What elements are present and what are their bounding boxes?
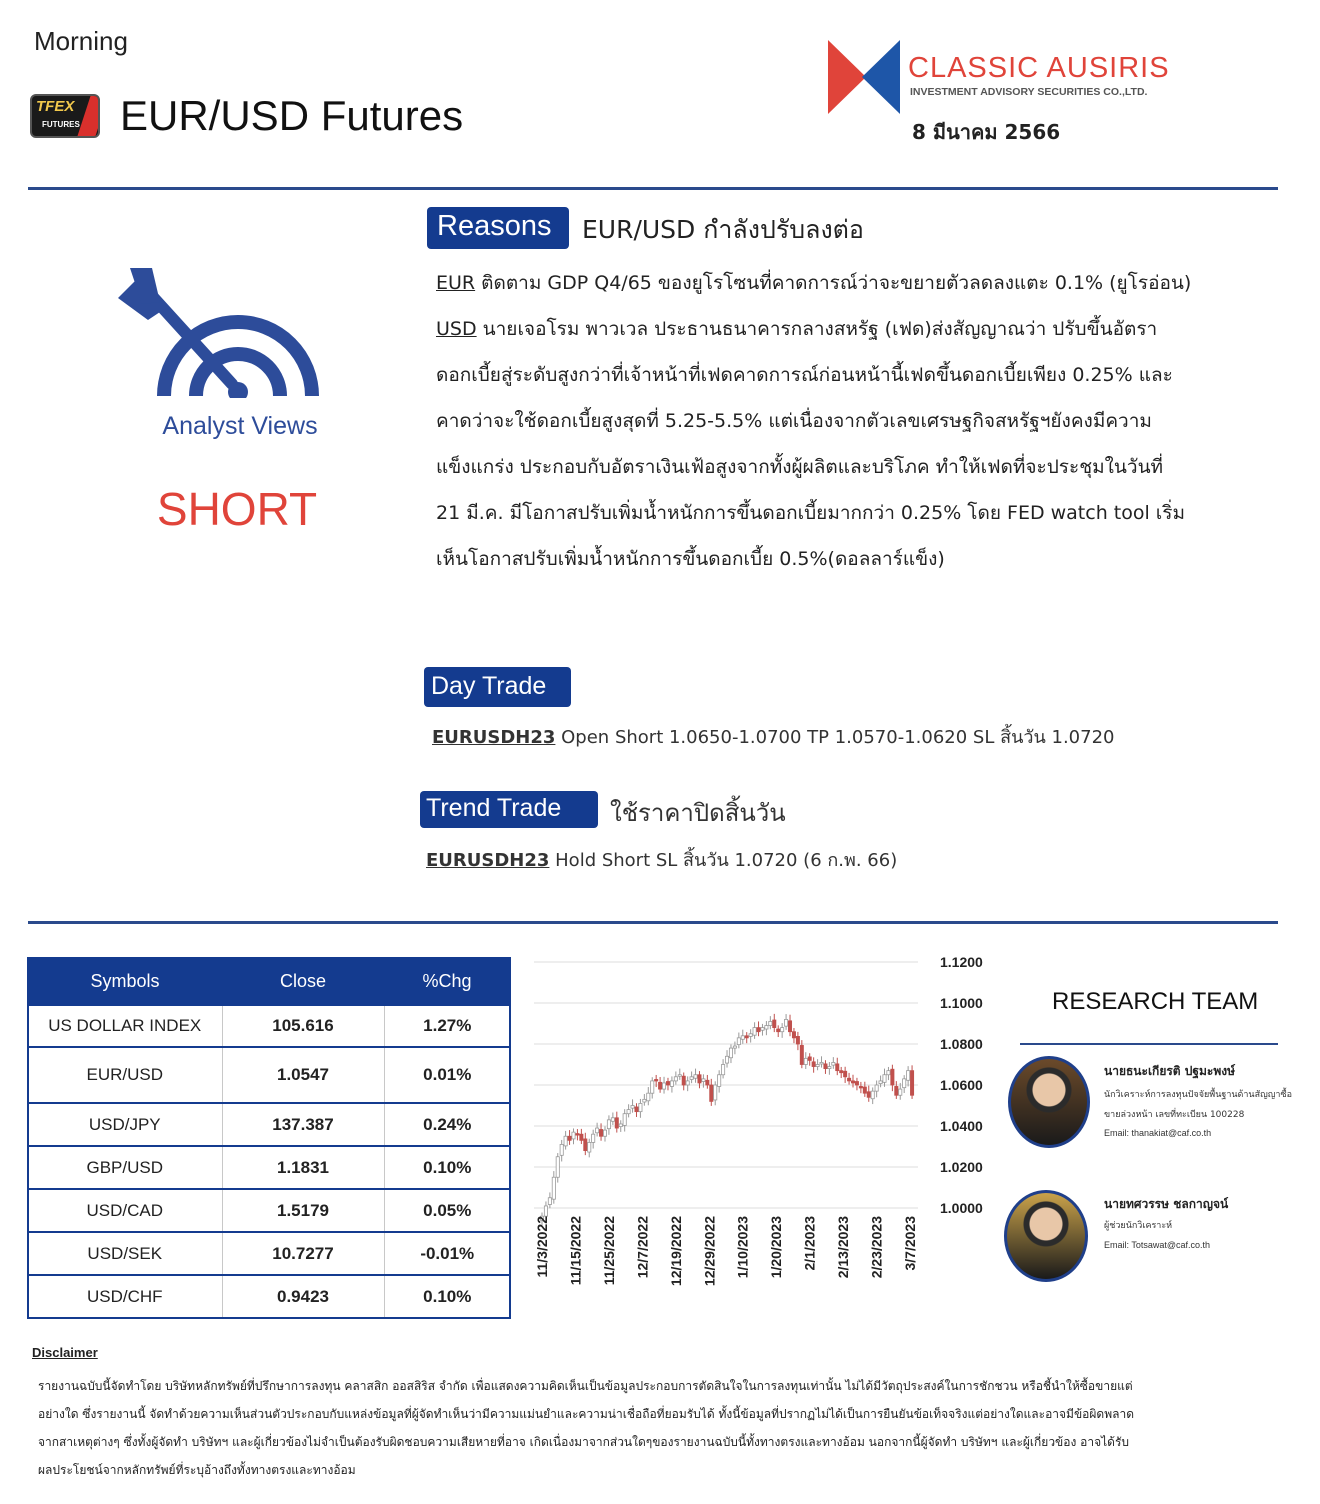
cell-symbol: GBP/USD bbox=[28, 1146, 222, 1189]
column-header-symbols: Symbols bbox=[28, 958, 222, 1005]
candle-body bbox=[623, 1114, 626, 1126]
y-tick-label: 1.1000 bbox=[940, 995, 983, 1011]
candle-body bbox=[568, 1136, 571, 1140]
candle-body bbox=[592, 1134, 595, 1142]
candle-body bbox=[816, 1065, 819, 1067]
candle-body bbox=[619, 1124, 622, 1127]
table-row bbox=[28, 1047, 510, 1103]
candle-body bbox=[721, 1065, 724, 1075]
reason-line: เห็นโอกาสปรับเพิ่มน้ำหนักการขึ้นดอกเบี้ย 0.5%(ดอลลาร์แข็ง) bbox=[436, 548, 945, 570]
candle-body bbox=[761, 1028, 764, 1031]
company-subtitle: INVESTMENT ADVISORY SECURITIES CO.,LTD. bbox=[910, 86, 1148, 98]
candle-body bbox=[635, 1107, 638, 1112]
day-trade-text: Open Short 1.0650-1.0700 TP 1.0570-1.0620 SL สิ้นวัน 1.0720 bbox=[555, 727, 1115, 748]
candle-body bbox=[784, 1019, 787, 1026]
cell-change: 0.05% bbox=[384, 1189, 510, 1232]
cell-symbol: US DOLLAR INDEX bbox=[28, 1005, 222, 1047]
cell-change: 0.24% bbox=[384, 1103, 510, 1146]
disclaimer-line: อย่างใด ซึ่งรายงานนี้ จัดทำด้วยความเห็นส่วนตัวประกอบกับแหล่งข้อมูลที่ผู้จัดทำเห็นว่ามีความแม่นยำและความน่าเชื่อถือที่ยอมรับได้ ทั้งนี้ข้อมูลที่ปรากฏไม่ได้เป็นการยืนยันข้อเท็จจริงแต่อย่างใดและอาจมีข้อผิดพลาด bbox=[38, 1407, 1134, 1421]
candle-body bbox=[863, 1087, 866, 1093]
candle-body bbox=[702, 1079, 705, 1082]
reason-usd-key: USD bbox=[436, 318, 477, 340]
column-header-chg: %Chg bbox=[384, 958, 510, 1005]
candle-body bbox=[879, 1081, 882, 1084]
table-row bbox=[28, 1275, 510, 1318]
avatar bbox=[1008, 1056, 1090, 1148]
x-tick-label: 3/7/2023 bbox=[902, 1216, 918, 1271]
candle-body bbox=[820, 1062, 823, 1064]
candle-body bbox=[788, 1021, 791, 1032]
trend-trade-text: Hold Short SL สิ้นวัน 1.0720 (6 ก.พ. 66) bbox=[549, 850, 898, 871]
candle-body bbox=[544, 1206, 547, 1216]
table-row bbox=[28, 1232, 510, 1275]
candle-body bbox=[666, 1082, 669, 1085]
candle-body bbox=[647, 1093, 650, 1101]
day-trade-symbol: EURUSDH23 bbox=[432, 727, 556, 748]
candle-body bbox=[556, 1157, 559, 1178]
candle-body bbox=[910, 1071, 913, 1096]
candle-body bbox=[832, 1062, 835, 1065]
candle-body bbox=[698, 1075, 701, 1083]
morning-label: Morning bbox=[34, 26, 128, 56]
company-logo-mark bbox=[828, 40, 900, 114]
member-role: นักวิเคราะห์การลงทุนปัจจัยพื้นฐานด้านสัญญาซื้อ bbox=[1104, 1090, 1292, 1100]
research-team-title: RESEARCH TEAM bbox=[1052, 988, 1259, 1015]
candle-body bbox=[659, 1082, 662, 1089]
y-tick-label: 1.0000 bbox=[940, 1200, 983, 1216]
candle-body bbox=[895, 1086, 898, 1095]
reason-usd bbox=[436, 306, 1308, 352]
candle-body bbox=[607, 1120, 610, 1129]
table-row bbox=[28, 1189, 510, 1232]
disclaimer-line: จากสาเหตุต่างๆ ซึ่งทั้งผู้จัดทำ บริษัทฯ และผู้เกี่ยวข้องไม่จำเป็นต้องรับผิดชอบความเสียหายที่อาจ เกิดเนื่องมาจากส่วนใดๆของรายงานฉบับนี้ทั้งทางตรงและทางอ้อม นอกจากนี้ผู้จัดทำ บริษัทฯ และผู้เกี่ยวข้อง อาจได้รับ bbox=[38, 1435, 1130, 1449]
trend-trade-badge-label: Trend Trade bbox=[426, 794, 562, 822]
candle-body bbox=[564, 1136, 567, 1146]
x-tick-label: 12/29/2022 bbox=[701, 1216, 718, 1287]
table-row bbox=[28, 1103, 510, 1146]
cell-change: -0.01% bbox=[384, 1232, 510, 1275]
member-email: Email: Totsawat@caf.co.th bbox=[1104, 1240, 1211, 1250]
cell-close: 105.616 bbox=[222, 1005, 384, 1047]
candle-body bbox=[615, 1118, 618, 1128]
candle-body bbox=[627, 1110, 630, 1114]
candle-body bbox=[599, 1129, 602, 1136]
candle-body bbox=[588, 1142, 591, 1152]
trend-trade-symbol: EURUSDH23 bbox=[426, 850, 550, 871]
cell-symbol: USD/JPY bbox=[28, 1103, 222, 1146]
candle-body bbox=[714, 1085, 717, 1100]
report-date: 8 มีนาคม 2566 bbox=[912, 120, 1061, 144]
member-role-detail: ขายล่วงหน้า เลขที่ทะเบียน 100228 bbox=[1104, 1110, 1245, 1120]
cell-change: 1.27% bbox=[384, 1005, 510, 1047]
candle-body bbox=[859, 1086, 862, 1088]
candle-body bbox=[678, 1075, 681, 1077]
cell-symbol: USD/CAD bbox=[28, 1189, 222, 1232]
candle-body bbox=[572, 1132, 575, 1139]
candle-body bbox=[631, 1106, 634, 1109]
candle-body bbox=[655, 1079, 658, 1081]
candle-body bbox=[844, 1071, 847, 1077]
trend-trade-note: ใช้ราคาปิดสิ้นวัน bbox=[610, 799, 786, 827]
reason-line: 21 มี.ค. มีโอกาสปรับเพิ่มน้ำหนักการขึ้นดอกเบี้ยมากกว่า 0.25% โดย FED watch tool เริ่ม bbox=[436, 502, 1186, 524]
y-tick-label: 1.0200 bbox=[940, 1159, 983, 1175]
reason-line: ดอกเบี้ยสู่ระดับสูงกว่าที่เจ้าหน้าที่เฟดคาดการณ์ก่อนหน้านี้เฟดขึ้นดอกเบี้ยเพียง 0.25% และ bbox=[436, 364, 1173, 386]
cell-change: 0.10% bbox=[384, 1146, 510, 1189]
candle-body bbox=[757, 1028, 760, 1032]
page-title: EUR/USD Futures bbox=[120, 92, 464, 139]
header-divider bbox=[28, 187, 1278, 190]
tfex-logo bbox=[30, 94, 100, 138]
x-tick-label: 2/13/2023 bbox=[835, 1216, 852, 1279]
candle-body bbox=[812, 1062, 815, 1067]
reasons-badge-label: Reasons bbox=[437, 210, 552, 242]
research-team-divider bbox=[1020, 1043, 1278, 1045]
table-row bbox=[28, 1005, 510, 1047]
disclaimer-body bbox=[38, 1372, 1278, 1484]
analyst-views-label: Analyst Views bbox=[162, 412, 318, 440]
candle-body bbox=[749, 1034, 752, 1037]
reason-line: คาดว่าจะใช้ดอกเบี้ยสูงสุดที่ 5.25-5.5% แต่เนื่องจากตัวเลขเศรษฐกิจสหรัฐฯยังคงมีความ bbox=[436, 410, 1152, 432]
candle-body bbox=[580, 1134, 583, 1140]
cell-symbol: EUR/USD bbox=[28, 1047, 222, 1103]
reason-eur-key: EUR bbox=[436, 272, 476, 294]
market-table bbox=[28, 958, 510, 1318]
cell-close: 1.1831 bbox=[222, 1146, 384, 1189]
reason-eur bbox=[436, 260, 1308, 306]
tfex-logo-mark bbox=[77, 94, 100, 138]
x-tick-label: 11/15/2022 bbox=[567, 1216, 584, 1286]
cell-symbol: USD/SEK bbox=[28, 1232, 222, 1275]
candle-body bbox=[643, 1099, 646, 1102]
day-trade-line bbox=[432, 722, 1115, 751]
candle-body bbox=[836, 1064, 839, 1071]
column-header-close: Close bbox=[222, 958, 384, 1005]
candle-body bbox=[773, 1020, 776, 1028]
y-tick-label: 1.0800 bbox=[940, 1036, 983, 1052]
candle-body bbox=[552, 1177, 555, 1199]
candle-body bbox=[706, 1080, 709, 1085]
price-chart bbox=[520, 946, 1000, 1316]
reason-usd-text: นายเจอโรม พาวเวล ประธานธนาคารกลางสหรัฐ (เฟด)ส่งสัญญาณว่า ปรับขึ้นอัตรา bbox=[476, 318, 1158, 340]
cell-change: 0.10% bbox=[384, 1275, 510, 1318]
candle-body bbox=[596, 1128, 599, 1133]
section-divider bbox=[28, 921, 1278, 924]
candle-body bbox=[769, 1021, 772, 1025]
avatar bbox=[1004, 1190, 1088, 1282]
candle-body bbox=[611, 1118, 614, 1121]
x-tick-label: 12/19/2022 bbox=[667, 1216, 684, 1287]
candle-body bbox=[725, 1056, 728, 1063]
cell-close: 1.5179 bbox=[222, 1189, 384, 1232]
cell-change: 0.01% bbox=[384, 1047, 510, 1103]
candle-body bbox=[796, 1036, 799, 1044]
candle-body bbox=[804, 1058, 807, 1064]
candle-body bbox=[548, 1198, 551, 1205]
candle-body bbox=[765, 1026, 768, 1029]
x-tick-label: 1/20/2023 bbox=[768, 1216, 785, 1279]
candle-body bbox=[867, 1092, 870, 1098]
candle-body bbox=[855, 1082, 858, 1085]
day-trade-badge bbox=[424, 667, 571, 707]
candle-body bbox=[824, 1064, 827, 1069]
day-trade-badge-label: Day Trade bbox=[431, 672, 547, 700]
candle-body bbox=[883, 1075, 886, 1083]
candle-body bbox=[710, 1085, 713, 1101]
reasons-body bbox=[436, 260, 1308, 582]
candle-body bbox=[690, 1077, 693, 1080]
x-tick-label: 11/25/2022 bbox=[600, 1216, 617, 1286]
y-tick-label: 1.0600 bbox=[940, 1077, 983, 1093]
cell-close: 0.9423 bbox=[222, 1275, 384, 1318]
reason-line: แข็งแกร่ง ประกอบกับอัตราเงินเฟ้อสูงจากทั้งผู้ผลิตและบริโภค ทำให้เฟดที่จะประชุมในวันที่ bbox=[436, 456, 1164, 478]
candle-body bbox=[718, 1075, 721, 1087]
cell-close: 1.0547 bbox=[222, 1047, 384, 1103]
candle-body bbox=[907, 1071, 910, 1081]
x-tick-label: 11/3/2022 bbox=[534, 1216, 550, 1278]
candle-body bbox=[753, 1028, 756, 1036]
candle-body bbox=[851, 1081, 854, 1083]
candle-body bbox=[560, 1144, 563, 1155]
candle-body bbox=[737, 1038, 740, 1045]
target-arrow-icon bbox=[112, 268, 326, 398]
candle-body bbox=[891, 1069, 894, 1085]
candle-body bbox=[682, 1076, 685, 1085]
candle-body bbox=[875, 1085, 878, 1091]
disclaimer-line: ผลประโยชน์จากหลักทรัพย์ที่ระบุอ้างถึงทั้งทางตรงและทางอ้อม bbox=[38, 1463, 356, 1477]
candle-body bbox=[639, 1103, 642, 1111]
cell-close: 137.387 bbox=[222, 1103, 384, 1146]
candle-body bbox=[674, 1077, 677, 1081]
x-tick-label: 1/10/2023 bbox=[734, 1216, 751, 1279]
candle-body bbox=[603, 1130, 606, 1136]
candle-body bbox=[792, 1032, 795, 1038]
cell-symbol: USD/CHF bbox=[28, 1275, 222, 1318]
member-role: ผู้ช่วยนักวิเคราะห์ bbox=[1104, 1221, 1173, 1231]
candle-body bbox=[840, 1071, 843, 1073]
candle-body bbox=[828, 1067, 831, 1069]
candle-body bbox=[670, 1081, 673, 1087]
trend-trade-badge bbox=[420, 791, 598, 828]
candle-body bbox=[800, 1045, 803, 1064]
candle-body bbox=[733, 1046, 736, 1048]
candle-body bbox=[899, 1089, 902, 1095]
reasons-headline: EUR/USD กำลังปรับลงต่อ bbox=[582, 215, 864, 244]
market-table-header bbox=[28, 958, 510, 1005]
candle-body bbox=[686, 1081, 689, 1085]
tfex-logo-text: TFEX bbox=[36, 98, 75, 115]
candle-body bbox=[741, 1036, 744, 1039]
member-name: นายทศวรรษ ชลกาญจน์ bbox=[1104, 1197, 1229, 1211]
candle-body bbox=[781, 1028, 784, 1032]
reasons-badge bbox=[427, 207, 569, 249]
member-email: Email: thanakiat@caf.co.th bbox=[1104, 1128, 1212, 1138]
company-name: CLASSIC AUSIRIS bbox=[908, 52, 1170, 84]
x-tick-label: 12/7/2022 bbox=[634, 1216, 651, 1279]
candle-body bbox=[871, 1091, 874, 1099]
candle-body bbox=[584, 1139, 587, 1151]
reason-eur-text: ติดตาม GDP Q4/65 ของยูโรโซนที่คาดการณ์ว่าจะขยายตัวลดลงแตะ 0.1% (ยูโรอ่อน) bbox=[475, 272, 1192, 294]
candle-body bbox=[694, 1075, 697, 1078]
disclaimer-title: Disclaimer bbox=[32, 1345, 98, 1360]
x-tick-label: 2/1/2023 bbox=[801, 1216, 818, 1271]
candle-body bbox=[729, 1048, 732, 1058]
cell-close: 10.7277 bbox=[222, 1232, 384, 1275]
candle-body bbox=[903, 1079, 906, 1088]
tfex-logo-sub: FUTURES bbox=[42, 120, 80, 129]
candle-body bbox=[808, 1057, 811, 1060]
candle-body bbox=[847, 1078, 850, 1081]
table-row bbox=[28, 1146, 510, 1189]
candle-body bbox=[745, 1036, 748, 1038]
stance-label: SHORT bbox=[156, 483, 318, 535]
candle-body bbox=[777, 1029, 780, 1032]
y-tick-label: 1.1200 bbox=[940, 954, 983, 970]
disclaimer-line: รายงานฉบับนี้จัดทำโดย บริษัทหลักทรัพย์ที่ปรึกษาการลงทุน คลาสสิก ออสสิริส จำกัด เพื่อแสดงความคิดเห็นเป็นข้อมูลประกอบการตัดสินใจในการลงทุนเท่านั้น ไม่ได้มีวัตถุประสงค์ในการชักชวน หรือชี้นำให้ซื้อขายแต่ bbox=[38, 1379, 1133, 1393]
candle-body bbox=[887, 1071, 890, 1075]
trend-trade-line bbox=[426, 845, 897, 874]
candle-body bbox=[651, 1081, 654, 1093]
candle-body bbox=[576, 1134, 579, 1136]
y-tick-label: 1.0400 bbox=[940, 1118, 983, 1134]
member-name: นายธนะเกียรติ ปฐมะพงษ์ bbox=[1104, 1064, 1236, 1078]
x-tick-label: 2/23/2023 bbox=[868, 1216, 885, 1279]
candle-body bbox=[662, 1083, 665, 1089]
